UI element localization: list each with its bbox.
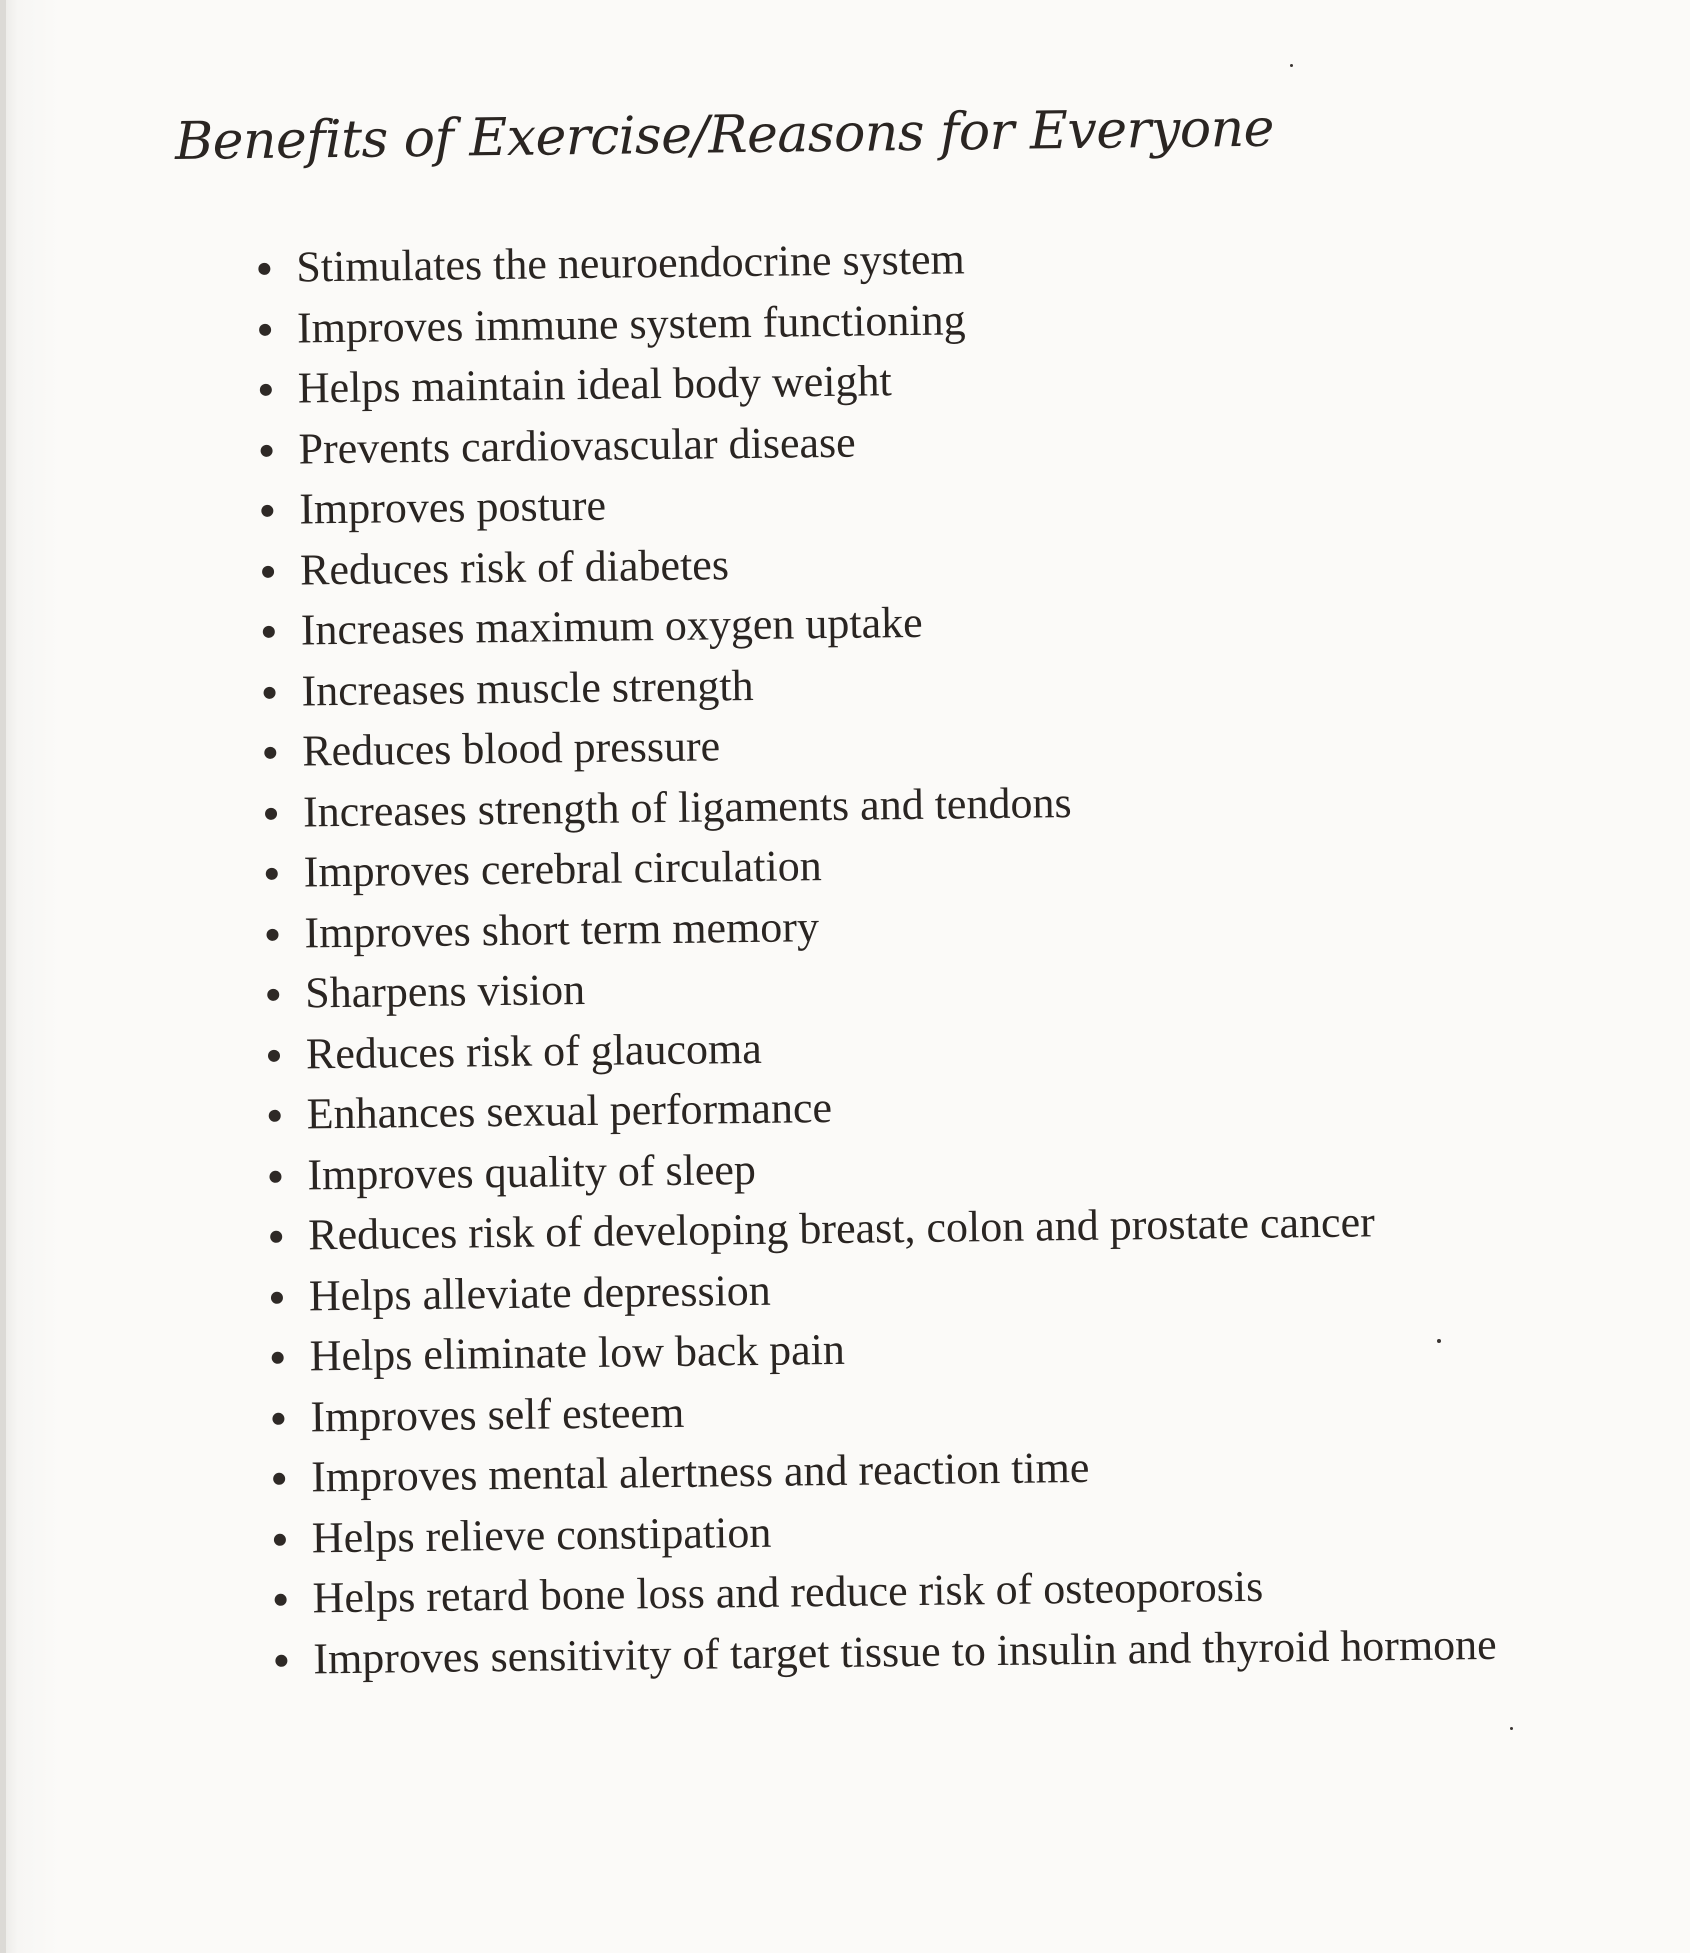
bullet-icon (266, 868, 278, 880)
bullet-icon (267, 989, 279, 1001)
list-item-text: Sharpens vision (304, 965, 586, 1018)
bullet-icon (274, 1533, 286, 1545)
list-item-text: Enhances sexual performance (306, 1083, 833, 1139)
bullet-icon (269, 1110, 281, 1122)
bullet-icon (266, 928, 278, 940)
list-item-text: Increases strength of ligaments and tendons (302, 777, 1072, 836)
bullet-icon (272, 1352, 284, 1364)
list-item-text: Helps eliminate low back pain (309, 1324, 846, 1381)
list-item-text: Reduces risk of glaucoma (305, 1023, 762, 1078)
bullet-icon (263, 626, 275, 638)
bullet-icon (275, 1654, 287, 1666)
bullet-icon (263, 686, 275, 698)
list-item-text: Improves self esteem (310, 1387, 685, 1441)
bullet-icon (261, 444, 273, 456)
list-item-text: Helps maintain ideal body weight (297, 356, 892, 413)
scan-speck (1437, 1339, 1441, 1343)
list-item-text: Improves posture (299, 480, 607, 534)
scan-speck (1510, 1727, 1513, 1730)
bullet-icon (262, 565, 274, 577)
list-item-text: Improves mental alertness and reaction time (310, 1442, 1090, 1502)
list-item-text: Reduces risk of developing breast, colon and prostate cancer (307, 1197, 1376, 1260)
bullet-icon (272, 1412, 284, 1424)
bullet-icon (265, 807, 277, 819)
bullet-icon (270, 1231, 282, 1243)
list-item-text: Improves short term memory (304, 901, 820, 957)
bullet-icon (275, 1594, 287, 1606)
page-title: Benefits of Exercise/Reasons for Everyone (174, 98, 1275, 172)
scan-speck (1290, 64, 1293, 67)
list-item-text: Stimulates the neuroendocrine system (296, 234, 966, 292)
list-item-text: Reduces risk of diabetes (299, 539, 730, 594)
bullet-icon (259, 323, 271, 335)
list-item-text: Improves cerebral circulation (303, 841, 822, 897)
bullet-icon (268, 1049, 280, 1061)
bullet-icon (269, 1170, 281, 1182)
bullet-icon (264, 747, 276, 759)
list-item-text: Helps retard bone loss and reduce risk of osteoporosis (312, 1561, 1264, 1623)
list-item-text: Reduces blood pressure (301, 721, 721, 776)
list-item-text: Increases maximum oxygen uptake (300, 597, 923, 655)
list-item-text: Increases muscle strength (301, 660, 754, 715)
list-item-text: Improves immune system functioning (296, 294, 966, 352)
bullet-icon (261, 505, 273, 517)
list-item-text: Improves sensitivity of target tissue to insulin and thyroid hormone (313, 1619, 1497, 1683)
bullet-icon (273, 1473, 285, 1485)
list-item-text: Helps relieve constipation (311, 1507, 772, 1562)
bullet-icon (271, 1291, 283, 1303)
benefit-list (254, 221, 1652, 1690)
bullet-icon (260, 384, 272, 396)
list-item-text: Improves quality of sleep (307, 1144, 757, 1199)
list-item-text: Prevents cardiovascular disease (298, 417, 856, 473)
page-edge-shadow (0, 0, 6, 1953)
bullet-icon (258, 263, 270, 275)
list-item-text: Helps alleviate depression (308, 1265, 772, 1320)
